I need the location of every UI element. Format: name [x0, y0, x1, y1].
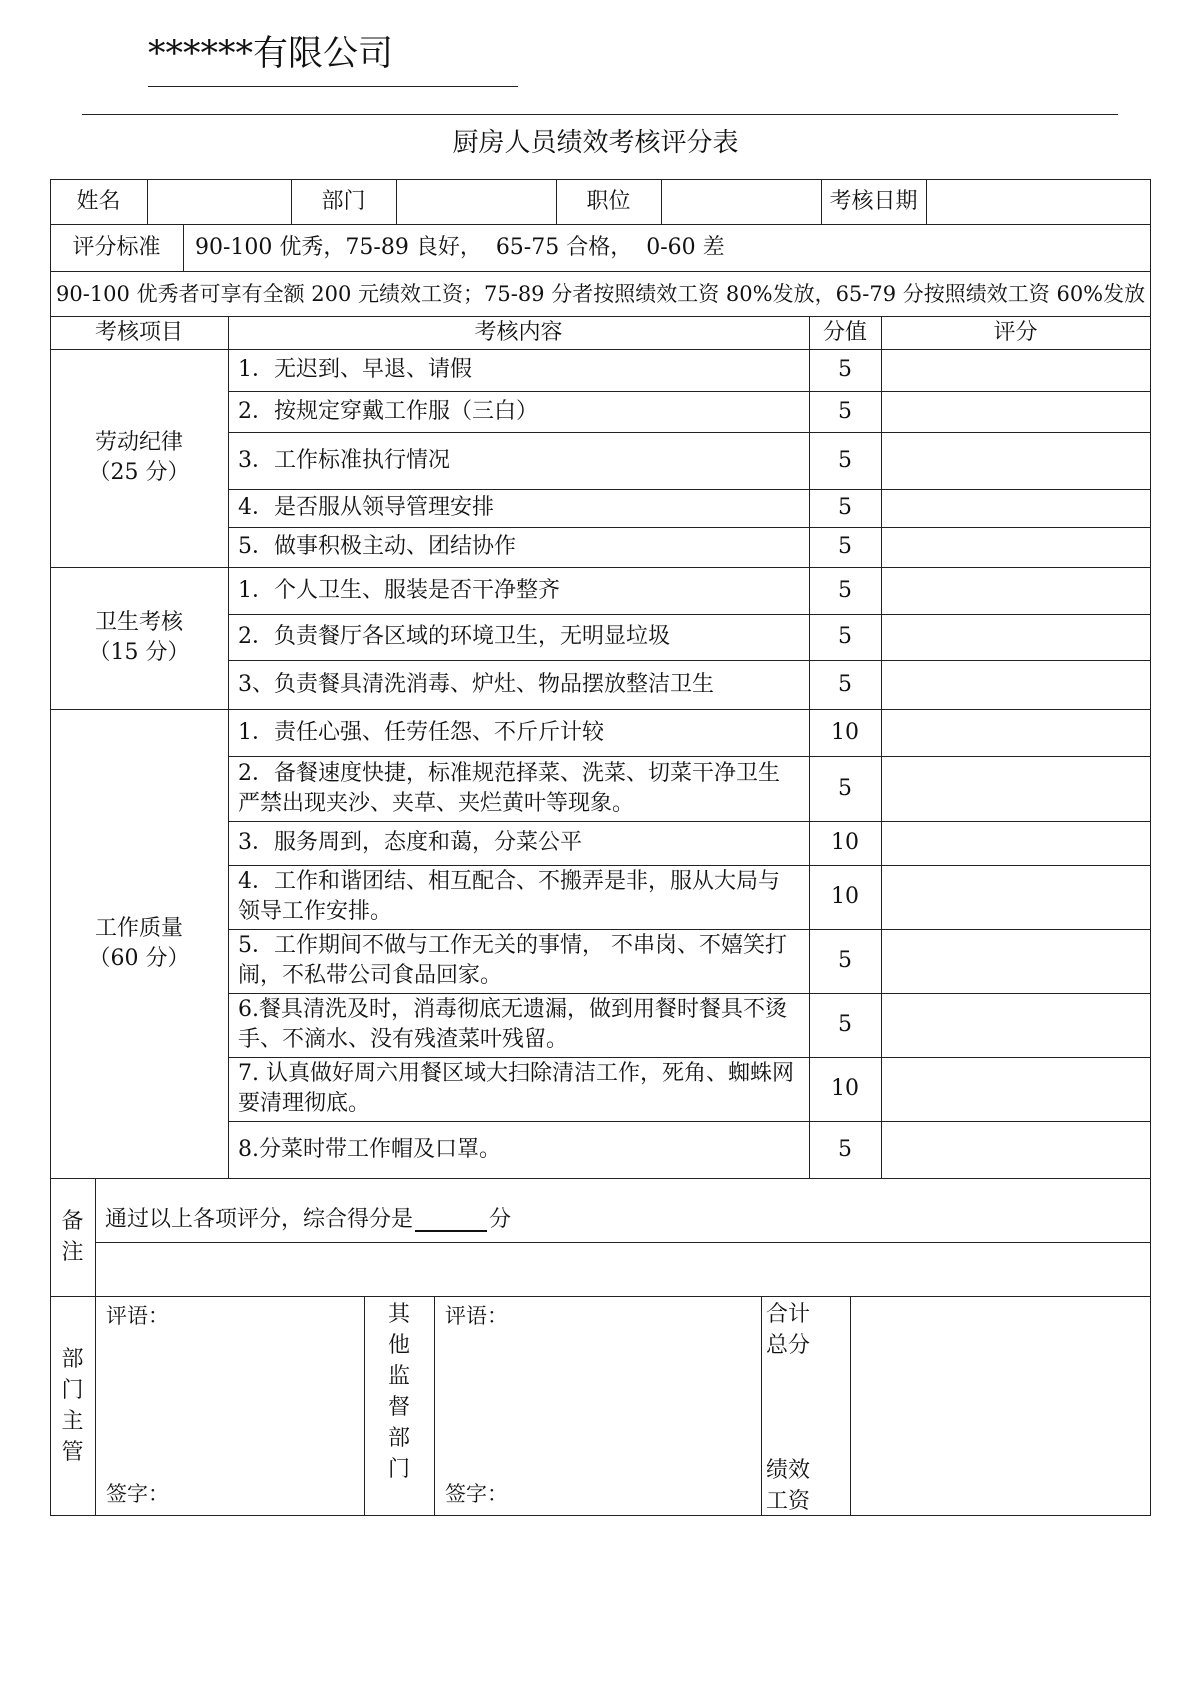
table-row-content: 3．工作标准执行情况	[238, 447, 450, 473]
criteria-text: 90-100 优秀，75-89 良好， 65-75 合格， 0-60 差	[195, 234, 725, 260]
table-row-points: 5	[838, 775, 852, 801]
table-row-points: 5	[838, 1136, 852, 1162]
table-row-content: 2．按规定穿戴工作服（三白）	[238, 398, 538, 424]
score-field[interactable]	[881, 709, 1150, 756]
table-row-points: 5	[838, 624, 852, 649]
table-row-points: 5	[838, 577, 852, 603]
score-field[interactable]	[881, 929, 1150, 993]
header-rule	[82, 114, 1118, 115]
score-field[interactable]	[881, 660, 1150, 709]
score-field[interactable]	[881, 993, 1150, 1057]
section-label	[50, 567, 228, 709]
date-label: 考核日期	[829, 188, 918, 214]
score-field[interactable]	[881, 349, 1150, 391]
table-row-content: 6.餐具清洗及时，消毒彻底无遗漏，做到用餐时餐具不烫手、不滴水、没有残渣菜叶残留。	[238, 997, 787, 1052]
table-row-content: 2．负责餐厅各区域的环境卫生，无明显垃圾	[238, 624, 670, 649]
col-divider	[434, 1296, 435, 1515]
section-label	[50, 349, 228, 567]
other-dept-label: 其他监督部门	[387, 1302, 410, 1482]
name-field[interactable]	[147, 179, 291, 224]
score-field[interactable]	[881, 527, 1150, 567]
dept-head-comment-label: 评语：	[106, 1304, 169, 1328]
remarks-label-cell	[50, 1178, 95, 1296]
score-field[interactable]	[881, 821, 1150, 865]
col-header-score: 评分	[993, 319, 1038, 345]
table-row-points: 10	[831, 1076, 859, 1101]
table-row-points: 10	[831, 830, 859, 855]
position-label: 职位	[586, 188, 631, 214]
policy-note: 90-100 优秀者可享有全额 200 元绩效工资；75-89 分者按照绩效工资 80%发放，65-79 分按照绩效工资 60%发放	[56, 281, 1146, 306]
dept-field[interactable]	[396, 179, 556, 224]
section-name: 工作质量	[94, 915, 183, 941]
table-row-content: 7. 认真做好周六用餐区域大扫除清洁工作，死角、蜘蛛网要清理彻底。	[238, 1061, 794, 1116]
score-field[interactable]	[881, 756, 1150, 821]
table-row-points: 10	[831, 884, 859, 909]
section-name: 卫生考核	[94, 610, 183, 635]
remarks-summary	[95, 1178, 1150, 1242]
total-score-blank[interactable]	[415, 1208, 487, 1232]
remarks-label: 备注	[61, 1209, 84, 1265]
remarks-unit: 分	[489, 1207, 512, 1232]
table-row-content: 3、负责餐具清洗消毒、炉灶、物品摆放整洁卫生	[238, 671, 714, 697]
section-label	[50, 709, 228, 1178]
form-title: 厨房人员绩效考核评分表	[452, 128, 739, 158]
evaluation-table	[50, 179, 1151, 1515]
col-divider	[364, 1296, 365, 1515]
table-row-points: 5	[838, 357, 852, 382]
score-field[interactable]	[881, 489, 1150, 527]
dept-head-signature-label: 签字：	[106, 1482, 169, 1506]
table-row-points: 5	[838, 948, 852, 973]
remarks-field[interactable]	[95, 1242, 1150, 1296]
table-row-content: 1．个人卫生、服装是否干净整齐	[238, 577, 560, 603]
dept-head-label: 部门主管	[61, 1346, 84, 1465]
table-row-points: 5	[838, 1012, 852, 1037]
total-salary-field[interactable]	[850, 1296, 1150, 1515]
total-label: 合计总分	[766, 1302, 811, 1358]
table-border-right	[1150, 179, 1151, 1515]
name-label: 姓名	[76, 188, 121, 214]
section-total: （60 分）	[88, 945, 190, 971]
section-name: 劳动纪律	[94, 430, 183, 455]
company-name: ******有限公司	[148, 34, 394, 74]
remarks-text: 通过以上各项评分，综合得分是	[105, 1207, 414, 1232]
table-row-points: 5	[838, 671, 852, 697]
col-header-item: 考核项目	[94, 319, 183, 345]
score-field[interactable]	[881, 432, 1150, 489]
col-divider	[761, 1296, 762, 1515]
score-field[interactable]	[881, 391, 1150, 432]
table-row-content: 4．工作和谐团结、相互配合、不搬弄是非，服从大局与领导工作安排。	[238, 869, 780, 924]
col-header-content: 考核内容	[474, 319, 563, 345]
salary-label: 绩效工资	[766, 1458, 811, 1514]
score-field[interactable]	[881, 614, 1150, 660]
dept-head-cell	[50, 1296, 95, 1515]
date-field[interactable]	[926, 179, 1150, 224]
table-row-content: 5．做事积极主动、团结协作	[238, 534, 516, 559]
other-dept-comment-label: 评语：	[445, 1304, 508, 1328]
score-field[interactable]	[881, 1057, 1150, 1121]
table-row-content: 1．无迟到、早退、请假	[238, 357, 472, 382]
table-row-points: 5	[838, 534, 852, 559]
table-row-points: 5	[838, 495, 852, 520]
col-header-points: 分值	[822, 319, 867, 345]
table-row-content: 8.分菜时带工作帽及口罩。	[238, 1136, 501, 1162]
table-row-content: 5．工作期间不做与工作无关的事情， 不串岗、不嬉笑打闹，不私带公司食品回家。	[238, 933, 787, 988]
score-field[interactable]	[881, 567, 1150, 614]
score-field[interactable]	[881, 865, 1150, 929]
table-row-content: 4．是否服从领导管理安排	[238, 495, 494, 520]
company-underline	[148, 86, 518, 87]
table-row-points: 5	[838, 447, 852, 473]
criteria-label: 评分标准	[72, 234, 161, 260]
position-field[interactable]	[661, 179, 821, 224]
other-dept-signature-label: 签字：	[445, 1482, 508, 1506]
table-row-points: 5	[838, 398, 852, 424]
table-row-content: 1．责任心强、任劳任怨、不斤斤计较	[238, 719, 604, 745]
table-border-bottom	[50, 1515, 1151, 1516]
table-row-points: 10	[831, 719, 859, 745]
score-field[interactable]	[881, 1121, 1150, 1178]
table-row-content: 3．服务周到，态度和蔼，分菜公平	[238, 830, 582, 855]
section-total: （15 分）	[88, 640, 190, 665]
table-row-content: 2．备餐速度快捷，标准规范择菜、洗菜、切菜干净卫生严禁出现夹沙、夹草、夹烂黄叶等现象。	[238, 760, 780, 816]
section-total: （25 分）	[88, 460, 190, 485]
dept-label: 部门	[321, 188, 366, 214]
